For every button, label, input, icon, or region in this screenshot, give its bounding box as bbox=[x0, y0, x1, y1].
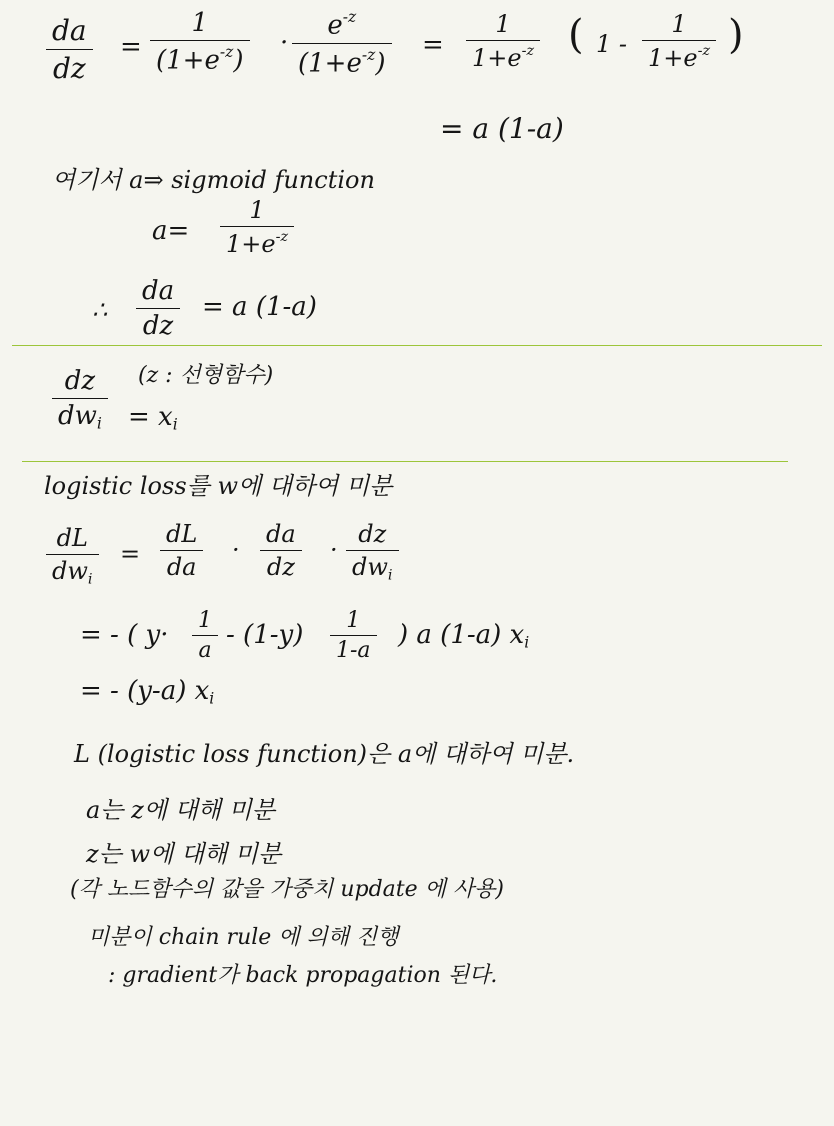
sigmoid-denominator: $1+e^{-z}$ bbox=[226, 229, 289, 258]
equals-sign-2: = bbox=[422, 30, 444, 60]
fraction-3-numerator: 1 bbox=[495, 10, 511, 38]
lhs-denominator: dz bbox=[52, 52, 86, 85]
expand-fraction-2-denominator: 1-a bbox=[336, 638, 371, 663]
expand-part-1: = - ( y· bbox=[80, 620, 169, 650]
summary-line-4: (각 노드함수의 값을 가중치 update 에 사용) bbox=[70, 877, 504, 902]
chain-equals: = bbox=[120, 540, 141, 568]
summary-line-1: L (logistic loss function)은 a에 대하여 미분. bbox=[74, 740, 575, 768]
sigmoid-fraction bbox=[220, 196, 294, 258]
fraction-2 bbox=[292, 8, 392, 78]
logistic-title: logistic loss를 w에 대하여 미분 bbox=[44, 472, 393, 500]
summary-line-3: z는 w에 대해 미분 bbox=[86, 840, 282, 868]
lhs-fraction bbox=[46, 14, 93, 85]
therefore-numerator: da bbox=[142, 276, 175, 306]
summary-line-6: : gradient가 back propagation 된다. bbox=[108, 963, 498, 988]
fraction-1 bbox=[150, 8, 250, 76]
lhs-numerator: da bbox=[52, 14, 87, 47]
expand-part-2: - (1-y) bbox=[226, 620, 304, 650]
therefore-fraction bbox=[136, 276, 180, 341]
fraction-2-denominator: $(1+e^{-z})$ bbox=[298, 45, 386, 79]
chain-term-1-denominator: da bbox=[166, 553, 197, 581]
fraction-1-denominator: $(1+e^{-z})$ bbox=[156, 43, 244, 76]
expand-fraction-1 bbox=[192, 608, 218, 663]
fraction-3 bbox=[466, 10, 540, 72]
therefore-rhs: = a (1-a) bbox=[202, 292, 317, 322]
chain-term-3-numerator: dz bbox=[358, 520, 387, 548]
expand-fraction-1-denominator: a bbox=[198, 638, 212, 663]
fraction-3-denominator: $1+e^{-z}$ bbox=[472, 43, 535, 72]
chain-dot-2: · bbox=[330, 536, 338, 564]
linear-numerator: dz bbox=[64, 366, 96, 396]
expand-fraction-1-numerator: 1 bbox=[198, 608, 212, 633]
chain-lhs-fraction bbox=[46, 524, 99, 587]
therefore-symbol: ∴ bbox=[92, 296, 108, 324]
fraction-4 bbox=[642, 10, 716, 72]
summary-line-2: a는 z에 대해 미분 bbox=[86, 796, 275, 824]
sigmoid-note: 여기서 a⇒ sigmoid function bbox=[52, 166, 375, 194]
chain-term-3 bbox=[346, 520, 399, 583]
fraction-1-numerator: 1 bbox=[191, 8, 209, 38]
expand-fraction-2-numerator: 1 bbox=[346, 608, 361, 633]
therefore-denominator: dz bbox=[142, 311, 174, 341]
sigmoid-numerator: 1 bbox=[249, 196, 265, 224]
fraction-2-numerator: $e^{-z}$ bbox=[327, 8, 357, 41]
multiply-dot: · bbox=[280, 28, 289, 58]
simplified-result: = - (y-a) $x_i$ bbox=[80, 676, 215, 708]
chain-term-3-denominator: $dw_i$ bbox=[352, 553, 393, 584]
chain-term-2 bbox=[260, 520, 302, 581]
derivative-result: = a (1-a) bbox=[440, 112, 564, 145]
one-minus: 1 - bbox=[596, 30, 628, 58]
sigmoid-a-equals: a= bbox=[152, 216, 190, 246]
chain-lhs-denominator: $dw_i$ bbox=[52, 557, 93, 588]
chain-term-2-numerator: da bbox=[266, 520, 296, 548]
chain-dot-1: · bbox=[232, 536, 240, 564]
divider-line bbox=[22, 461, 788, 462]
fraction-4-denominator: $1+e^{-z}$ bbox=[648, 43, 711, 72]
chain-term-2-denominator: dz bbox=[266, 553, 295, 581]
linear-fraction bbox=[52, 366, 108, 433]
linear-denominator: $dw_i$ bbox=[58, 401, 102, 433]
expand-part-3: ) a (1-a) $x_i$ bbox=[398, 620, 530, 652]
summary-line-5: 미분이 chain rule 에 의해 진행 bbox=[88, 925, 399, 950]
fraction-4-numerator: 1 bbox=[671, 10, 687, 38]
expand-fraction-2 bbox=[330, 608, 377, 663]
equals-sign: = bbox=[120, 32, 142, 62]
chain-lhs-numerator: dL bbox=[56, 524, 88, 552]
close-paren: ) bbox=[728, 12, 744, 58]
linear-note: (z : 선형함수) bbox=[138, 363, 274, 388]
chain-term-1 bbox=[160, 520, 203, 581]
divider-line bbox=[12, 345, 822, 346]
open-paren: ( bbox=[568, 12, 584, 58]
chain-term-1-numerator: dL bbox=[166, 520, 198, 548]
linear-rhs: = $x_i$ bbox=[128, 402, 178, 434]
